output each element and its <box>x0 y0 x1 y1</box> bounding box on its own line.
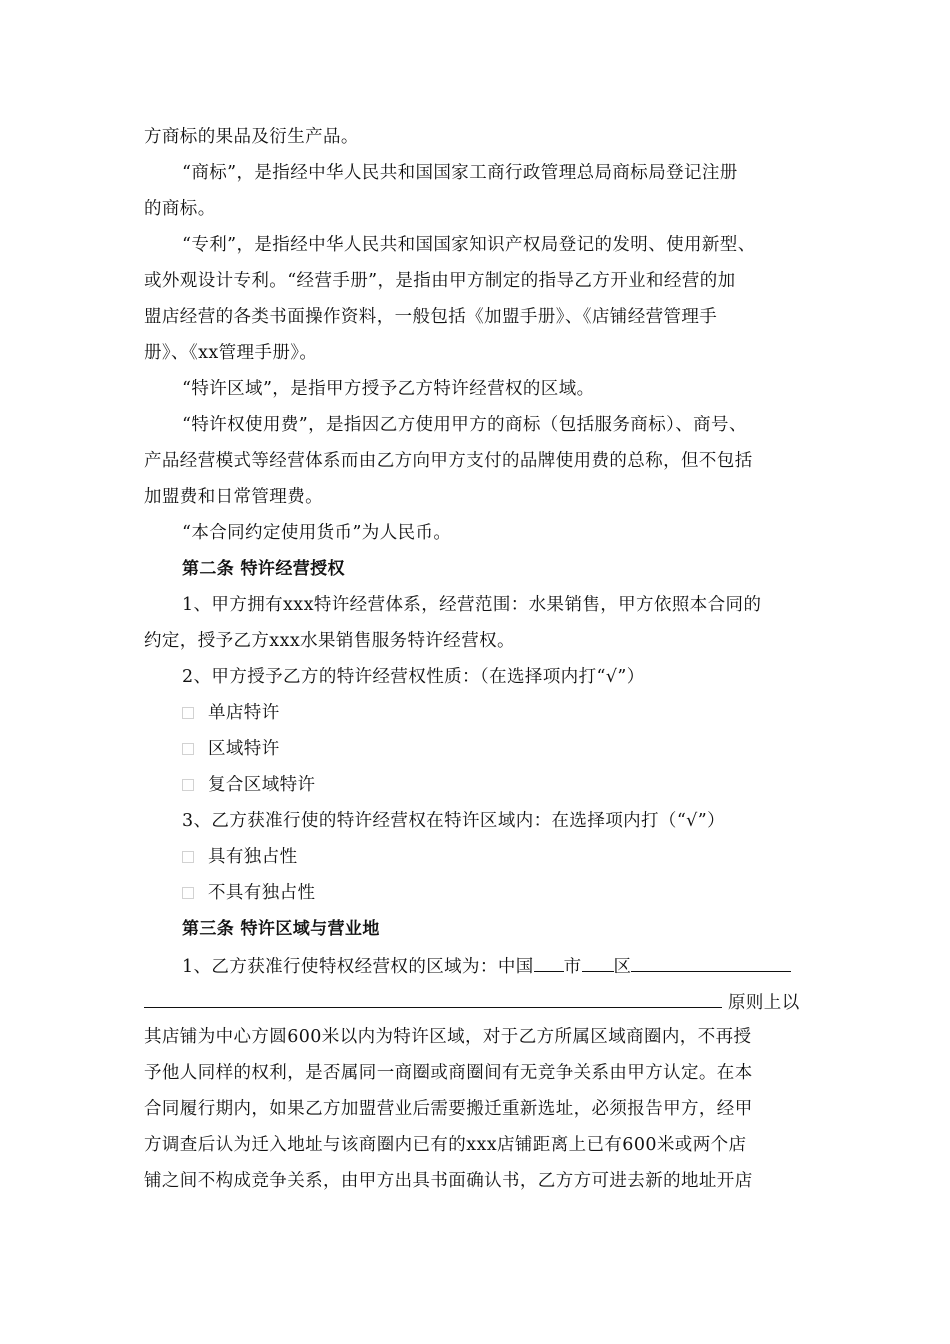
territory-line <box>144 947 808 983</box>
paragraph-line: “特许权使用费”，是指因乙方使用甲方的商标（包括服务商标）、商号、 <box>182 415 747 435</box>
checkbox[interactable] <box>182 743 194 755</box>
paragraph-line: 2、甲方授予乙方的特许经营权性质：（在选择项内打“√”） <box>182 667 645 687</box>
paragraph-line: 盟店经营的各类书面操作资料，一般包括《加盟手册》、《店铺经营管理手 <box>144 307 718 327</box>
document-body <box>144 119 808 1199</box>
city-blank[interactable] <box>534 947 564 972</box>
option-regional <box>144 731 808 767</box>
checkbox[interactable] <box>182 707 194 719</box>
paragraph-line: “特许区域”，是指甲方授予乙方特许经营权的区域。 <box>182 379 595 399</box>
paragraph-line: 予他人同样的权利，是否属同一商圈或商圈间有无竞争关系由甲方认定。在本 <box>144 1063 753 1083</box>
territory-prefix: 1、乙方获准行使特权经营权的区域为：中国 <box>182 957 534 977</box>
section-heading-article-2: 第二条 特许经营授权 <box>182 559 345 579</box>
checkbox[interactable] <box>182 779 194 791</box>
paragraph-line: 约定，授予乙方xxx水果销售服务特许经营权。 <box>144 631 515 651</box>
city-label: 市 <box>563 957 582 977</box>
paragraph-line: 方调查后认为迁入地址与该商圈内已有的xxx店铺距离上已有600米或两个店 <box>144 1135 747 1155</box>
paragraph-line: 3、乙方获准行使的特许经营权在特许区域内：在选择项内打（“√”） <box>182 811 725 831</box>
paragraph-line: 册》、《xx管理手册》。 <box>144 343 318 363</box>
paragraph-line: 其店铺为中心方圆600米以内为特许区域，对于乙方所属区域商圈内，不再授 <box>144 1027 752 1047</box>
paragraph-line: 加盟费和日常管理费。 <box>144 487 323 507</box>
district-label: 区 <box>613 957 632 977</box>
option-label: 具有独占性 <box>208 847 298 867</box>
paragraph-line: “商标”，是指经中华人民共和国国家工商行政管理总局商标局登记注册 <box>182 163 738 183</box>
paragraph-line: 或外观设计专利。“经营手册”，是指由甲方制定的指导乙方开业和经营的加 <box>144 271 736 291</box>
paragraph-line: 产品经营模式等经营体系而由乙方向甲方支付的品牌使用费的总称，但不包括 <box>144 451 753 471</box>
option-label: 单店特许 <box>208 703 280 723</box>
option-label: 区域特许 <box>208 739 280 759</box>
paragraph-fragment: 原则上以 <box>728 993 800 1013</box>
option-compound-regional <box>144 767 808 803</box>
paragraph-line: 合同履行期内，如果乙方加盟营业后需要搬迁重新选址，必须报告甲方，经甲 <box>144 1099 753 1119</box>
paragraph-line: 方商标的果品及衍生产品。 <box>144 127 359 147</box>
paragraph-line: “本合同约定使用货币”为人民币。 <box>182 523 452 543</box>
paragraph-line: 铺之间不构成竞争关系，由甲方出具书面确认书，乙方方可进去新的地址开店 <box>144 1171 753 1191</box>
address-blank-2[interactable] <box>144 983 722 1008</box>
paragraph-line: 1、甲方拥有xxx特许经营体系，经营范围：水果销售，甲方依照本合同的 <box>182 595 762 615</box>
address-blank[interactable] <box>631 947 791 972</box>
paragraph-line: 的商标。 <box>144 199 216 219</box>
district-blank[interactable] <box>582 947 614 972</box>
checkbox[interactable] <box>182 887 194 899</box>
option-label: 复合区域特许 <box>208 775 316 795</box>
option-non-exclusive <box>144 875 808 911</box>
paragraph-line: “专利”，是指经中华人民共和国国家知识产权局登记的发明、使用新型、 <box>182 235 756 255</box>
option-single-store <box>144 695 808 731</box>
option-label: 不具有独占性 <box>208 883 316 903</box>
section-heading-article-3: 第三条 特许区域与营业地 <box>182 919 380 939</box>
option-exclusive <box>144 839 808 875</box>
checkbox[interactable] <box>182 851 194 863</box>
territory-line-2 <box>144 983 808 1019</box>
